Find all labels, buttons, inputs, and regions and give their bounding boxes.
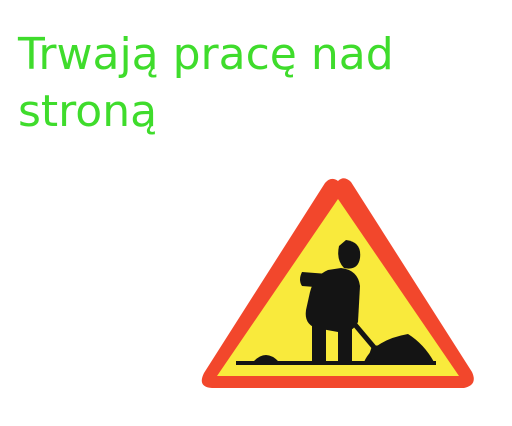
road-works-sign-icon: [196, 176, 480, 396]
worker-arm: [300, 272, 328, 288]
page-title: Trwają pracę nad stroną: [18, 29, 394, 137]
worker-leg-right: [338, 324, 352, 362]
worker-leg-left: [312, 324, 326, 362]
